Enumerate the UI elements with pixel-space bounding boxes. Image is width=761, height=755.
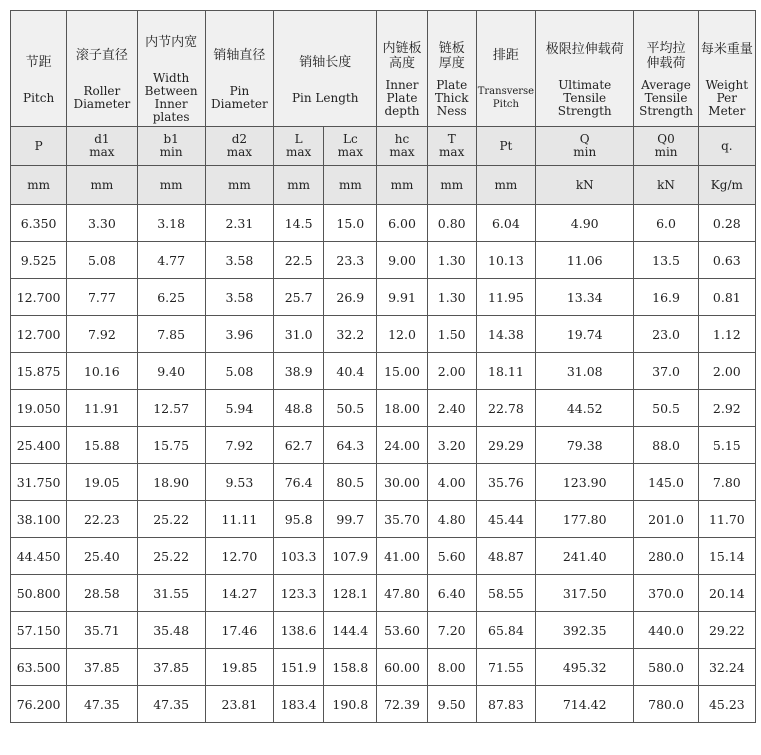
symbol-label: Pt [499,138,513,153]
table-cell: 47.35 [137,686,205,723]
table-cell: 201.0 [634,501,698,538]
symbol-cell [324,127,377,166]
table-cell: 12.57 [137,390,205,427]
table-cell: 780.0 [634,686,698,723]
table-cell: 29.29 [476,427,535,464]
table-cell: 44.52 [536,390,634,427]
table-cell: 79.38 [536,427,634,464]
table-cell: 65.84 [476,612,535,649]
table-cell: 35.71 [67,612,137,649]
table-cell: 87.83 [476,686,535,723]
table-cell: 370.0 [634,575,698,612]
unit-cell: mm [324,166,377,205]
table-cell: 31.55 [137,575,205,612]
table-cell: 9.91 [377,279,427,316]
table-cell: 11.06 [536,242,634,279]
header-inner-plate-depth [377,11,427,127]
table-row [11,649,756,686]
header-ultimate-tensile-strength [536,11,634,127]
header-weight-per-meter [698,11,755,127]
table-cell: 12.700 [11,279,67,316]
symbol-cell [137,127,205,166]
table-cell: 25.22 [137,538,205,575]
table-cell: 76.200 [11,686,67,723]
table-cell: 4.77 [137,242,205,279]
table-cell: 6.0 [634,205,698,242]
table-cell: 3.58 [205,279,273,316]
table-cell: 13.5 [634,242,698,279]
symbol-cell [634,127,698,166]
table-cell: 35.76 [476,464,535,501]
table-cell: 23.0 [634,316,698,353]
table-cell: 11.70 [698,501,755,538]
table-cell: 9.525 [11,242,67,279]
symbol-limit: max [89,145,115,159]
table-cell: 123.90 [536,464,634,501]
table-cell: 99.7 [324,501,377,538]
table-cell: 8.00 [427,649,476,686]
unit-cell: mm [137,166,205,205]
table-row [11,316,756,353]
table-cell: 0.63 [698,242,755,279]
header-inner-width [137,11,205,127]
symbol-label: P [34,138,43,153]
table-cell: 38.100 [11,501,67,538]
symbol-label: q. [721,138,733,153]
symbol-cell [476,127,535,166]
symbol-label: L [294,132,303,146]
table-cell: 7.85 [137,316,205,353]
table-cell: 4.90 [536,205,634,242]
table-cell: 17.46 [205,612,273,649]
table-cell: 19.050 [11,390,67,427]
table-row [11,501,756,538]
table-cell: 11.11 [205,501,273,538]
table-cell: 28.58 [67,575,137,612]
table-cell: 47.80 [377,575,427,612]
header-en-label: Average Tensile Strength [639,78,693,118]
table-cell: 7.77 [67,279,137,316]
header-en-label: Pin Diameter [211,84,268,111]
table-cell: 40.4 [324,353,377,390]
table-cell: 128.1 [324,575,377,612]
table-cell: 22.78 [476,390,535,427]
header-roller-diameter [67,11,137,127]
table-cell: 35.48 [137,612,205,649]
header-zh-label: 内链板 高度 [382,41,422,71]
table-cell: 12.70 [205,538,273,575]
symbol-limit: min [573,145,597,159]
table-cell: 123.3 [274,575,324,612]
table-cell: 7.92 [67,316,137,353]
symbol-cell [205,127,273,166]
table-row [11,205,756,242]
table-cell: 177.80 [536,501,634,538]
table-cell: 1.30 [427,242,476,279]
symbol-row [11,127,756,166]
table-cell: 10.13 [476,242,535,279]
symbol-limit: min [654,145,678,159]
table-cell: 37.0 [634,353,698,390]
unit-cell: mm [67,166,137,205]
table-cell: 3.58 [205,242,273,279]
header-en-label: Ultimate Tensile Strength [557,77,612,118]
header-pin-length [274,11,377,127]
header-en-label: Width Between Inner plates [144,71,198,124]
table-cell: 14.5 [274,205,324,242]
table-cell: 18.11 [476,353,535,390]
table-cell: 5.08 [67,242,137,279]
symbol-limit: max [285,145,312,159]
table-cell: 48.8 [274,390,324,427]
table-cell: 63.500 [11,649,67,686]
symbol-cell [274,127,324,166]
table-cell: 25.400 [11,427,67,464]
table-cell: 29.22 [698,612,755,649]
header-zh-label: 极限拉伸载荷 [545,41,624,57]
table-cell: 22.23 [67,501,137,538]
table-cell: 14.27 [205,575,273,612]
table-cell: 6.04 [476,205,535,242]
table-cell: 3.30 [67,205,137,242]
table-cell: 0.28 [698,205,755,242]
table-cell: 440.0 [634,612,698,649]
unit-cell: mm [205,166,273,205]
table-cell: 50.5 [324,390,377,427]
table-cell: 80.5 [324,464,377,501]
table-cell: 9.40 [137,353,205,390]
symbol-label: Q [579,132,590,146]
table-row [11,242,756,279]
table-cell: 50.800 [11,575,67,612]
table-cell: 32.2 [324,316,377,353]
table-cell: 25.7 [274,279,324,316]
table-cell: 13.34 [536,279,634,316]
header-en-label: Roller Diameter [73,84,131,111]
table-cell: 241.40 [536,538,634,575]
table-cell: 392.35 [536,612,634,649]
table-cell: 30.00 [377,464,427,501]
table-cell: 15.75 [137,427,205,464]
table-cell: 1.30 [427,279,476,316]
unit-cell: kN [634,166,698,205]
table-cell: 14.38 [476,316,535,353]
table-cell: 4.00 [427,464,476,501]
table-cell: 45.44 [476,501,535,538]
table-cell: 60.00 [377,649,427,686]
table-cell: 37.85 [67,649,137,686]
symbol-cell [67,127,137,166]
table-cell: 15.875 [11,353,67,390]
header-zh-label: 排距 [492,48,519,63]
table-cell: 183.4 [274,686,324,723]
table-cell: 31.0 [274,316,324,353]
table-cell: 9.00 [377,242,427,279]
symbol-limit: min [159,145,183,159]
table-cell: 58.55 [476,575,535,612]
table-row [11,427,756,464]
header-plate-thickness [427,11,476,127]
symbol-label: b1 [163,132,179,146]
header-row [11,11,756,127]
symbol-cell [427,127,476,166]
table-cell: 15.14 [698,538,755,575]
table-cell: 18.00 [377,390,427,427]
header-en-label: Pin Length [291,90,359,105]
table-cell: 23.81 [205,686,273,723]
table-cell: 6.350 [11,205,67,242]
table-cell: 44.450 [11,538,67,575]
table-cell: 15.88 [67,427,137,464]
table-cell: 71.55 [476,649,535,686]
table-cell: 50.5 [634,390,698,427]
table-cell: 12.0 [377,316,427,353]
header-en-label: Inner Plate depth [384,78,420,118]
table-cell: 31.08 [536,353,634,390]
table-cell: 144.4 [324,612,377,649]
table-cell: 62.7 [274,427,324,464]
table-cell: 41.00 [377,538,427,575]
table-cell: 6.40 [427,575,476,612]
symbol-label: Lc [342,132,358,146]
header-zh-label: 内节内宽 [145,35,198,50]
header-pitch [11,11,67,127]
table-cell: 9.50 [427,686,476,723]
table-cell: 2.40 [427,390,476,427]
symbol-label: d1 [94,132,110,146]
symbol-cell [536,127,634,166]
header-en-label: Weight Per Meter [705,77,749,118]
table-cell: 25.22 [137,501,205,538]
table-cell: 2.31 [205,205,273,242]
table-cell: 38.9 [274,353,324,390]
table-cell: 88.0 [634,427,698,464]
table-row [11,464,756,501]
table-row [11,686,756,723]
table-cell: 190.8 [324,686,377,723]
header-en-label: Transverse Pitch [477,86,535,110]
table-cell: 3.96 [205,316,273,353]
unit-cell: Kg/m [698,166,755,205]
table-cell: 20.14 [698,575,755,612]
table-cell: 7.92 [205,427,273,464]
table-cell: 5.08 [205,353,273,390]
table-cell: 35.70 [377,501,427,538]
header-zh-label: 每米重量 [700,41,753,57]
table-cell: 37.85 [137,649,205,686]
table-cell: 7.80 [698,464,755,501]
table-cell: 280.0 [634,538,698,575]
table-cell: 95.8 [274,501,324,538]
unit-row [11,166,756,205]
table-cell: 32.24 [698,649,755,686]
table-cell: 45.23 [698,686,755,723]
header-zh-label: 节距 [25,54,52,70]
table-cell: 7.20 [427,612,476,649]
header-en-label: Pitch [23,90,55,105]
symbol-label: hc [394,132,410,146]
unit-cell: mm [11,166,67,205]
table-cell: 5.15 [698,427,755,464]
table-cell: 580.0 [634,649,698,686]
table-cell: 5.60 [427,538,476,575]
symbol-limit: max [439,145,465,159]
unit-cell: mm [427,166,476,205]
table-cell: 151.9 [274,649,324,686]
table-cell: 107.9 [324,538,377,575]
table-row [11,390,756,427]
table-cell: 11.91 [67,390,137,427]
header-en-label: Plate Thick Ness [434,78,469,118]
header-zh-label: 平均拉 伸载荷 [646,41,686,71]
table-row [11,353,756,390]
table-cell: 3.18 [137,205,205,242]
table-cell: 2.00 [698,353,755,390]
symbol-cell [11,127,67,166]
table-cell: 1.12 [698,316,755,353]
table-cell: 12.700 [11,316,67,353]
table-row [11,538,756,575]
table-cell: 103.3 [274,538,324,575]
table-cell: 158.8 [324,649,377,686]
table-cell: 10.16 [67,353,137,390]
table-cell: 25.40 [67,538,137,575]
table-cell: 4.80 [427,501,476,538]
table-cell: 0.81 [698,279,755,316]
table-cell: 714.42 [536,686,634,723]
table-cell: 19.74 [536,316,634,353]
table-cell: 23.3 [324,242,377,279]
header-transverse-pitch [476,11,535,127]
table-cell: 26.9 [324,279,377,316]
header-zh-label: 滚子直径 [75,48,128,63]
table-cell: 72.39 [377,686,427,723]
table-cell: 2.00 [427,353,476,390]
symbol-limit: max [337,145,363,159]
header-zh-label: 销轴直径 [213,48,266,63]
table-row [11,575,756,612]
table-cell: 64.3 [324,427,377,464]
table-cell: 19.85 [205,649,273,686]
table-cell: 76.4 [274,464,324,501]
symbol-label: d2 [231,132,248,146]
table-cell: 53.60 [377,612,427,649]
table-cell: 138.6 [274,612,324,649]
symbol-label: Q0 [657,132,675,146]
header-zh-label: 销轴长度 [299,54,352,70]
table-cell: 47.35 [67,686,137,723]
table-cell: 24.00 [377,427,427,464]
symbol-cell [377,127,427,166]
header-average-tensile-strength [634,11,698,127]
table-cell: 15.00 [377,353,427,390]
table-row [11,279,756,316]
table-cell: 6.00 [377,205,427,242]
unit-cell: kN [536,166,634,205]
header-zh-label: 链板 厚度 [438,41,465,71]
table-cell: 11.95 [476,279,535,316]
table-cell: 317.50 [536,575,634,612]
table-cell: 19.05 [67,464,137,501]
unit-cell: mm [377,166,427,205]
table-cell: 18.90 [137,464,205,501]
table-cell: 6.25 [137,279,205,316]
table-cell: 3.20 [427,427,476,464]
table-cell: 57.150 [11,612,67,649]
table-cell: 145.0 [634,464,698,501]
table-cell: 495.32 [536,649,634,686]
table-cell: 2.92 [698,390,755,427]
symbol-limit: max [226,145,253,159]
symbol-limit: max [389,145,415,159]
unit-cell: mm [274,166,324,205]
table-cell: 48.87 [476,538,535,575]
unit-cell: mm [476,166,535,205]
symbol-cell [698,127,755,166]
table-cell: 5.94 [205,390,273,427]
header-pin-diameter [205,11,273,127]
table-cell: 22.5 [274,242,324,279]
table-cell: 1.50 [427,316,476,353]
table-cell: 16.9 [634,279,698,316]
table-row [11,612,756,649]
table-cell: 9.53 [205,464,273,501]
table-cell: 0.80 [427,205,476,242]
table-cell: 31.750 [11,464,67,501]
symbol-label: T [447,132,456,146]
table-cell: 15.0 [324,205,377,242]
chain-spec-table [10,10,756,723]
